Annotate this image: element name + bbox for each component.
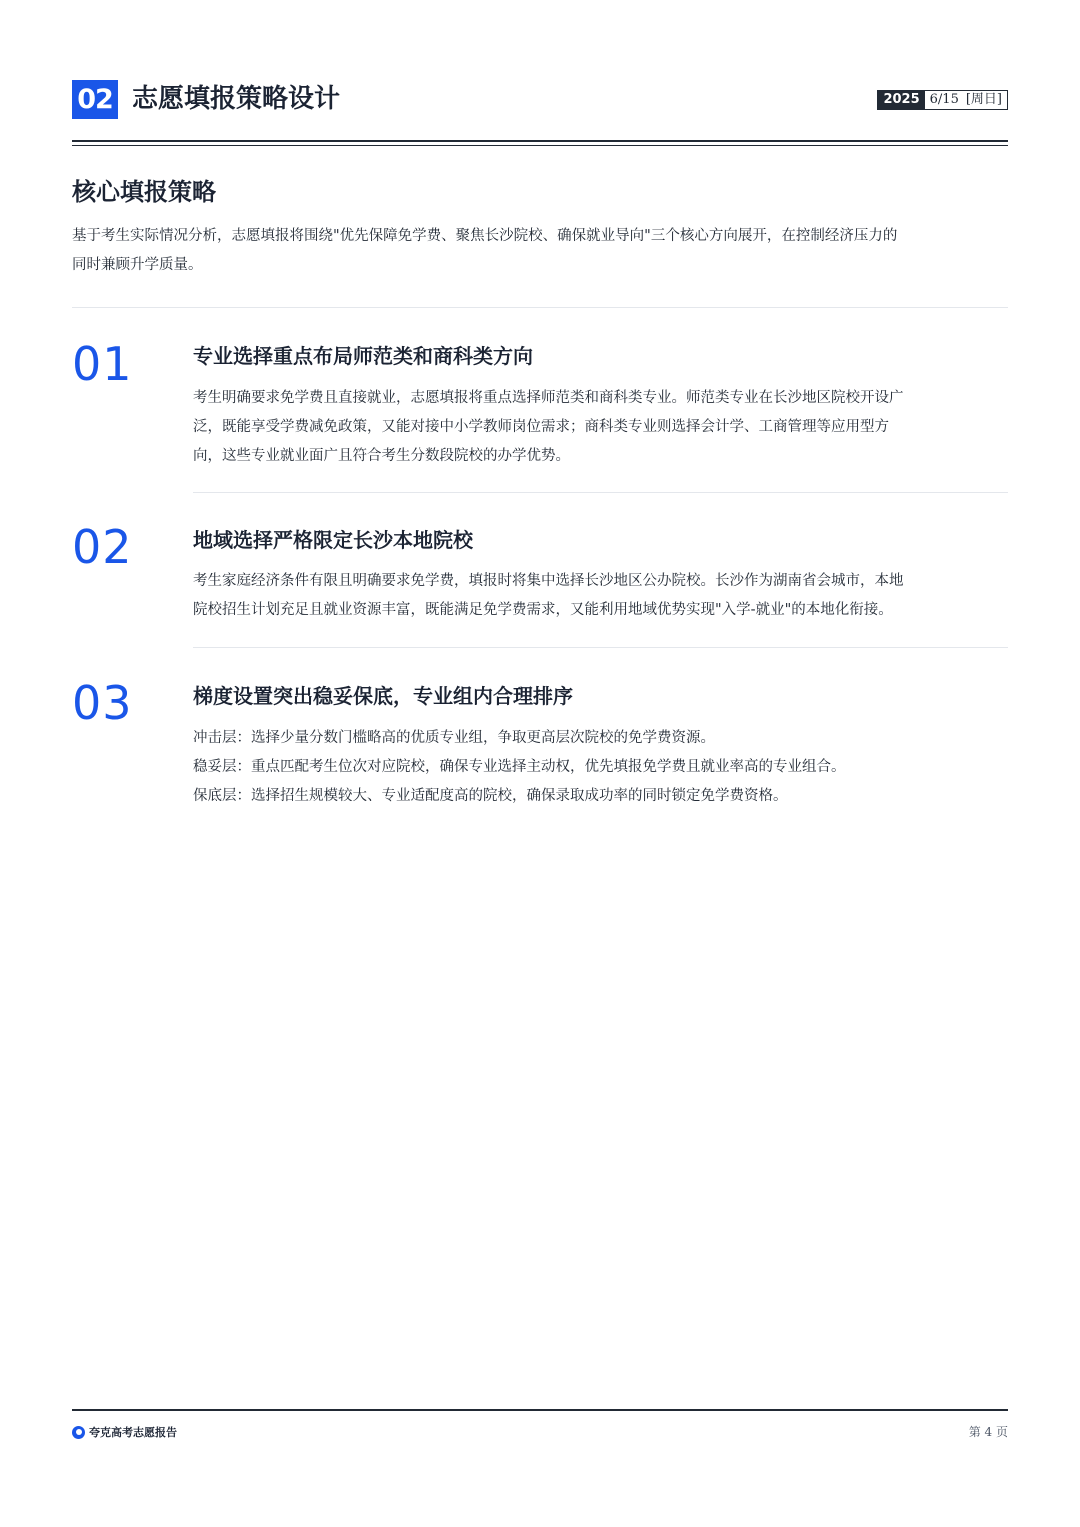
date-day: 6/15 bbox=[929, 92, 959, 107]
footer-rule bbox=[72, 1409, 1008, 1411]
page-number: 第 4 页 bbox=[968, 1425, 1008, 1439]
date-weekday: [周日] bbox=[965, 92, 1002, 107]
item-body-line: 保底层：选择招生规模较大、专业适配度高的院校，确保录取成功率的同时锁定免学费资格。 bbox=[193, 788, 788, 804]
intro-line: 同时兼顾升学质量。 bbox=[72, 257, 203, 273]
intro-divider bbox=[72, 307, 1008, 308]
item-title: 地域选择严格限定长沙本地院校 bbox=[193, 528, 473, 552]
item-divider bbox=[193, 647, 1008, 648]
item-number: 02 bbox=[72, 520, 133, 574]
footer-brand bbox=[72, 1424, 177, 1440]
brand-name: 夸克高考志愿报告 bbox=[89, 1426, 177, 1439]
item-title: 专业选择重点布局师范类和商科类方向 bbox=[193, 344, 533, 368]
item-body-line: 泛，既能享受学费减免政策，又能对接中小学教师岗位需求；商科类专业则选择会计学、工商管理等应用型方 bbox=[193, 419, 889, 435]
item-body bbox=[193, 384, 1008, 471]
brand-logo-icon bbox=[72, 1426, 85, 1439]
item-number: 03 bbox=[72, 676, 133, 730]
date-stamp bbox=[877, 90, 1008, 110]
intro-line: 基于考生实际情况分析，志愿填报将围绕"优先保障免学费、聚焦长沙院校、确保就业导向"三个核心方向展开，在控制经济压力的 bbox=[72, 228, 898, 244]
item-body-line: 稳妥层：重点匹配考生位次对应院校，确保专业选择主动权，优先填报免学费且就业率高的专业组合。 bbox=[193, 759, 846, 775]
item-divider bbox=[193, 492, 1008, 493]
header-rule-thin bbox=[72, 145, 1008, 146]
item-body bbox=[193, 724, 1008, 811]
item-body-line: 院校招生计划充足且就业资源丰富，既能满足免学费需求，又能利用地域优势实现"入学-就业"的本地化衔接。 bbox=[193, 602, 893, 618]
intro-paragraph bbox=[72, 222, 1008, 280]
header-rule-thick bbox=[72, 140, 1008, 142]
date-year: 2025 bbox=[878, 91, 924, 109]
item-body bbox=[193, 567, 1008, 625]
item-title: 梯度设置突出稳妥保底，专业组内合理排序 bbox=[193, 684, 573, 708]
section-number-badge: 02 bbox=[72, 80, 118, 119]
item-body-line: 向，这些专业就业面广且符合考生分数段院校的办学优势。 bbox=[193, 448, 570, 464]
page-heading: 核心填报策略 bbox=[72, 178, 216, 206]
section-title: 志愿填报策略设计 bbox=[132, 84, 341, 114]
item-body-line: 考生明确要求免学费且直接就业，志愿填报将重点选择师范类和商科类专业。师范类专业在长沙地区院校开设广 bbox=[193, 390, 904, 406]
item-body-line: 考生家庭经济条件有限且明确要求免学费，填报时将集中选择长沙地区公办院校。长沙作为湖南省会城市，本地 bbox=[193, 573, 904, 589]
section-header bbox=[72, 80, 1008, 120]
item-number: 01 bbox=[72, 337, 133, 391]
item-body-line: 冲击层：选择少量分数门槛略高的优质专业组，争取更高层次院校的免学费资源。 bbox=[193, 730, 715, 746]
